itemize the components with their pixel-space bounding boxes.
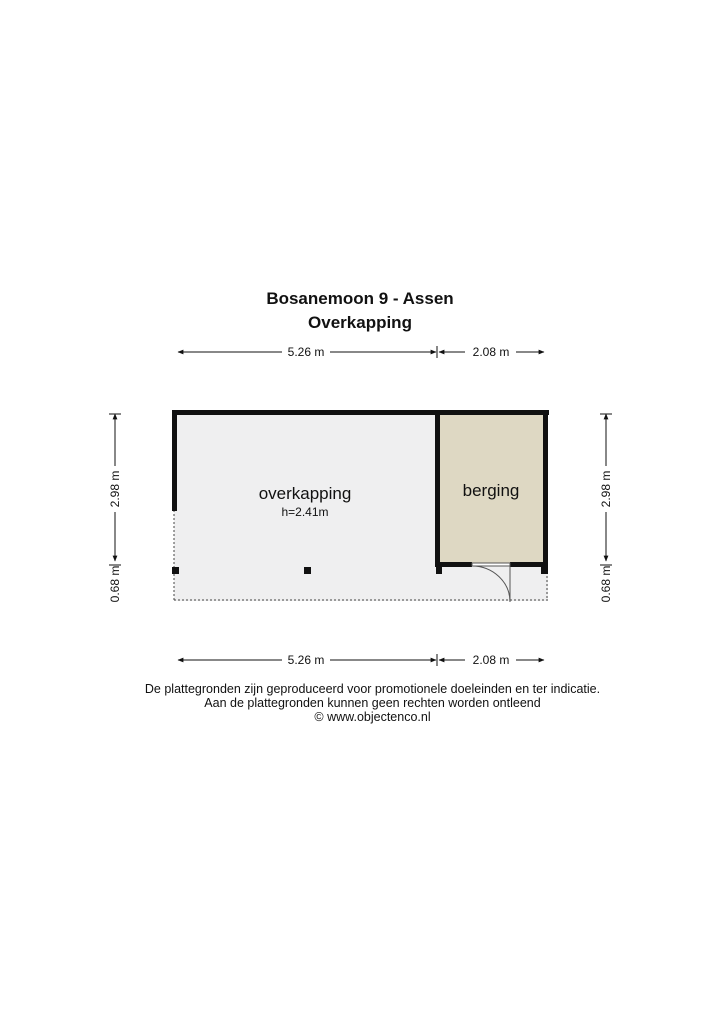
plan-subtitle: Overkapping xyxy=(308,313,412,332)
dim-top-left: 5.26 m xyxy=(287,345,325,359)
plan-title: Bosanemoon 9 - Assen xyxy=(266,289,454,308)
dim-right-lower: 0.68 m xyxy=(599,565,613,603)
dim-bottom-right: 2.08 m xyxy=(472,653,510,667)
disclaimer-line-2: Aan de plattegronden kunnen geen rechten worden ontleend xyxy=(204,696,541,710)
room-label-overkapping: overkapping xyxy=(258,484,352,503)
copyright-link[interactable]: © www.objectenco.nl xyxy=(314,710,431,724)
dim-right-upper: 2.98 m xyxy=(599,470,613,508)
dim-top-right: 2.08 m xyxy=(472,345,510,359)
dim-left-upper: 2.98 m xyxy=(108,470,122,508)
dim-bottom-left: 5.26 m xyxy=(287,653,325,667)
room-height-overkapping: h=2.41m xyxy=(281,505,329,519)
room-label-berging: berging xyxy=(462,481,520,500)
dim-left-lower: 0.68 m xyxy=(108,565,122,603)
disclaimer-line-1: De plattegronden zijn geproduceerd voor promotionele doeleinden en ter indicatie. xyxy=(144,682,601,696)
